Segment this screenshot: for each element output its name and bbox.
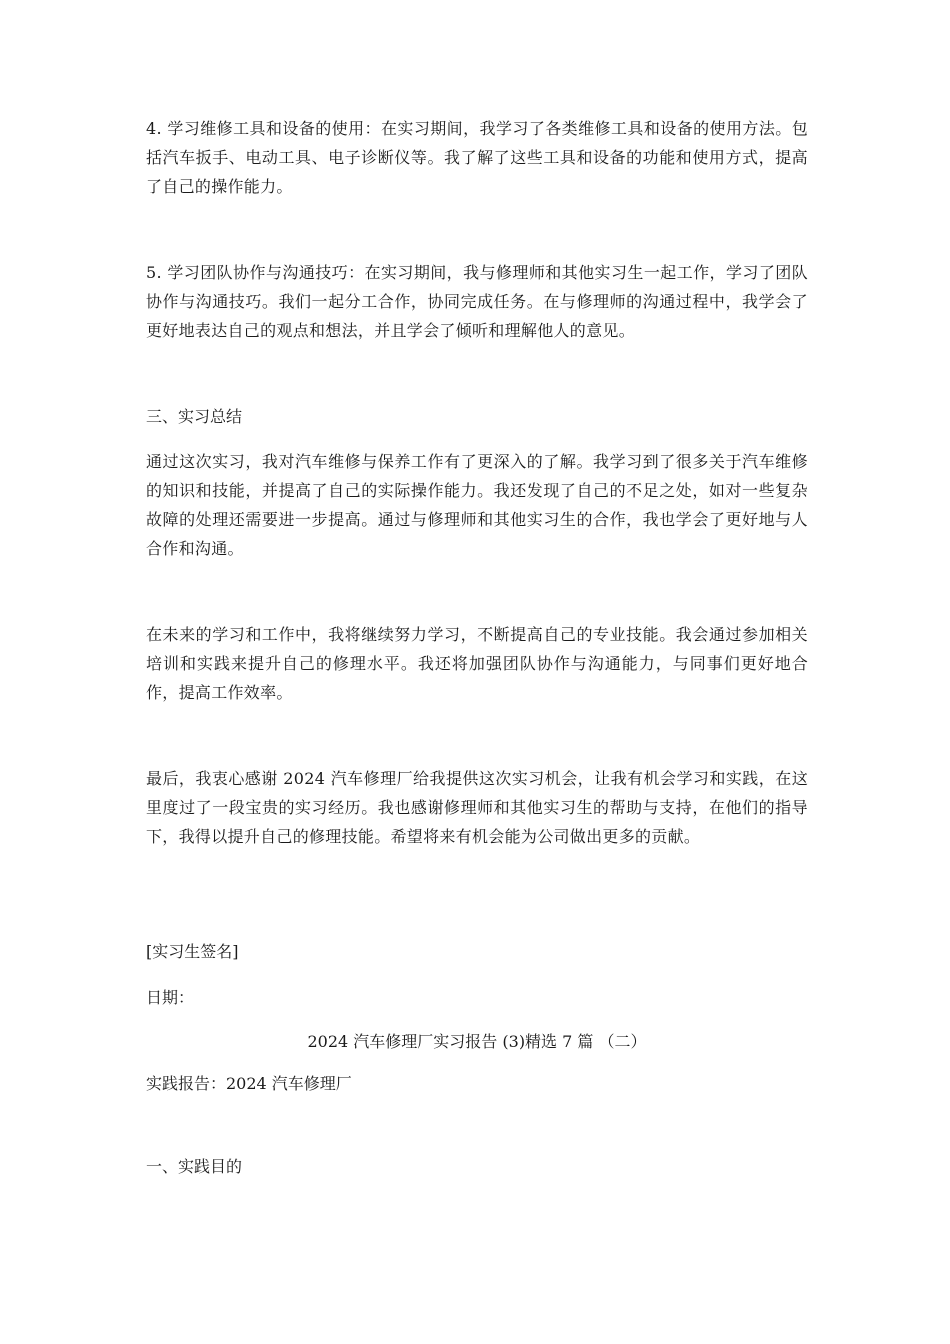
paragraph-summary-3: 最后，我衷心感谢 2024 汽车修理厂给我提供这次实习机会，让我有机会学习和实践，在这里度过了一段宝贵的实习经历。我也感谢修理师和其他实习生的帮助与支持，在他们的指导下，我得以提升自己的修理技能。希望将来有机会能为公司做出更多的贡献。 [146, 769, 808, 846]
summary-heading: 三、实习总结 [146, 407, 243, 426]
paragraph-summary-1: 通过这次实习，我对汽车维修与保养工作有了更深入的了解。我学习到了很多关于汽车维修的知识和技能，并提高了自己的实际操作能力。我还发现了自己的不足之处，如对一些复杂故障的处理还需要进一步提高。通过与修理师和其他实习生的合作，我也学会了更好地与人合作和沟通。 [146, 452, 808, 558]
practice-report-line: 实践报告：2024 汽车修理厂 [146, 1074, 352, 1093]
paragraph-tools: 4. 学习维修工具和设备的使用：在实习期间，我学习了各类维修工具和设备的使用方法。包括汽车扳手、电动工具、电子诊断仪等。我了解了这些工具和设备的功能和使用方式，提高了自己的操作能力。 [146, 119, 808, 196]
signature-line: [实习生签名] [146, 942, 239, 961]
paragraph-teamwork: 5. 学习团队协作与沟通技巧：在实习期间，我与修理师和其他实习生一起工作，学习了团队协作与沟通技巧。我们一起分工合作，协同完成任务。在与修理师的沟通过程中，我学会了更好地表达自己的观点和想法，并且学会了倾听和理解他人的意见。 [146, 263, 808, 340]
section-title: 2024 汽车修理厂实习报告 (3)精选 7 篇 （二） [307, 1032, 647, 1051]
purpose-heading: 一、实践目的 [146, 1157, 243, 1176]
date-line: 日期： [146, 988, 195, 1007]
paragraph-summary-2: 在未来的学习和工作中，我将继续努力学习，不断提高自己的专业技能。我会通过参加相关培训和实践来提升自己的修理水平。我还将加强团队协作与沟通能力，与同事们更好地合作，提高工作效率。 [146, 625, 808, 702]
